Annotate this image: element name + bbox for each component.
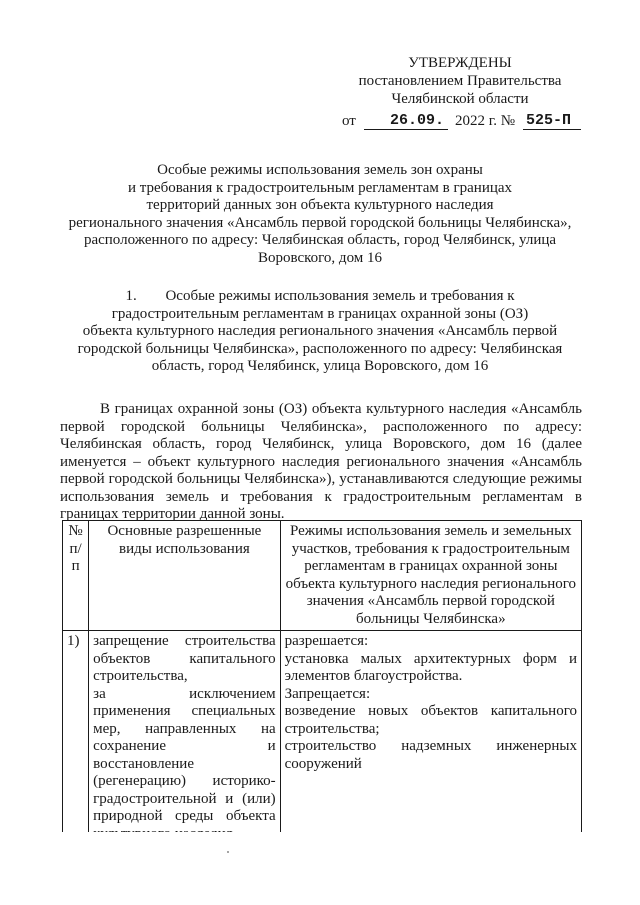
approval-block (340, 54, 580, 132)
header-number: № п/п (63, 521, 89, 631)
from-word: от (342, 113, 356, 129)
regime-text: разрешается: (284, 633, 369, 649)
intro-paragraph: В границах охранной зоны (ОЗ) объекта культурного наследия «Ансамбль первой городской больницы Челябинска», расположенного по адресу: Челябинская область, город Челябинск, улица Воровского, дом 16 (далее именуется – объект культурного наследия регионального значения «Ансамбль первой городской больницы Челябинска»), устанавливаются следующие режимы использования земель и требования к градостроительным регламентам в границах территории данной зоны. (60, 401, 582, 522)
scan-speck (227, 851, 229, 853)
number-value: 525-П (526, 112, 572, 129)
section-line: область, город Челябинск, улица Воровского, дом 16 (151, 358, 489, 374)
table-row (63, 631, 582, 846)
title-line: расположенного по адресу: Челябинская область, город Челябинск, улица (83, 232, 557, 248)
date-underline (364, 129, 448, 130)
regime-text: возведение новых объектов капитального строительства; (284, 703, 577, 737)
title-line: территорий данных зон объекта культурного наследия (146, 197, 494, 213)
date-value: 26.09. (390, 112, 445, 129)
title-line: Особые режимы использования земель зон охраны (157, 162, 483, 178)
approval-line-2: Челябинской области (391, 91, 529, 107)
regime-text: установка малых архитектурных форм и элементов благоустройства. (284, 650, 577, 684)
document-title (55, 162, 585, 267)
section-number: 1. (125, 288, 137, 304)
table-header-row (63, 521, 582, 631)
regulation-table (62, 520, 582, 846)
section-line: городской больницы Челябинска», расположенного по адресу: Челябинская (77, 340, 563, 357)
title-line: регионального значения «Ансамбль первой городской больницы Челябинска», (68, 214, 572, 231)
header-regime: Режимы использования земель и земельных участков, требования к градостроительным регламентам в границах охранной зоны объекта культурного наследия регионального значения «Ансамбль первой городской больницы Челябинска» (280, 521, 581, 631)
section-line: объекта культурного наследия регионального значения «Ансамбль первой (82, 323, 558, 339)
section-line: градостроительным регламентам в границах охранной зоны (ОЗ) (111, 305, 529, 322)
approval-date-line (340, 110, 580, 132)
header-uses: Основные разрешенные виды использования (89, 521, 280, 631)
title-line: Воровского, дом 16 (257, 249, 383, 266)
regime-text: строительство надземных инженерных сооружений (284, 738, 577, 772)
regime-text: Запрещается: (284, 685, 371, 702)
approval-line-1: постановлением Правительства (358, 73, 562, 89)
uses-text: запрещение строительства объектов капитального строительства, (93, 633, 276, 684)
section-line: Особые режимы использования земель и требования к (165, 288, 515, 304)
page-bottom-margin (0, 832, 640, 905)
title-line: и требования к градостроительным регламентам в границах (127, 179, 513, 196)
row-number: 1) (63, 631, 89, 846)
approval-heading: УТВЕРЖДЕНЫ (408, 55, 512, 71)
section-heading (55, 288, 585, 376)
row-uses (89, 631, 280, 846)
row-regime (280, 631, 581, 846)
number-underline (523, 129, 581, 130)
uses-text: за исключением применения специальных мер, направленных на сохранение и восстановление (регенерацию) историко-градостроительной и (или) природной среды объекта (93, 685, 276, 824)
year-text: 2022 г. № (455, 113, 516, 129)
